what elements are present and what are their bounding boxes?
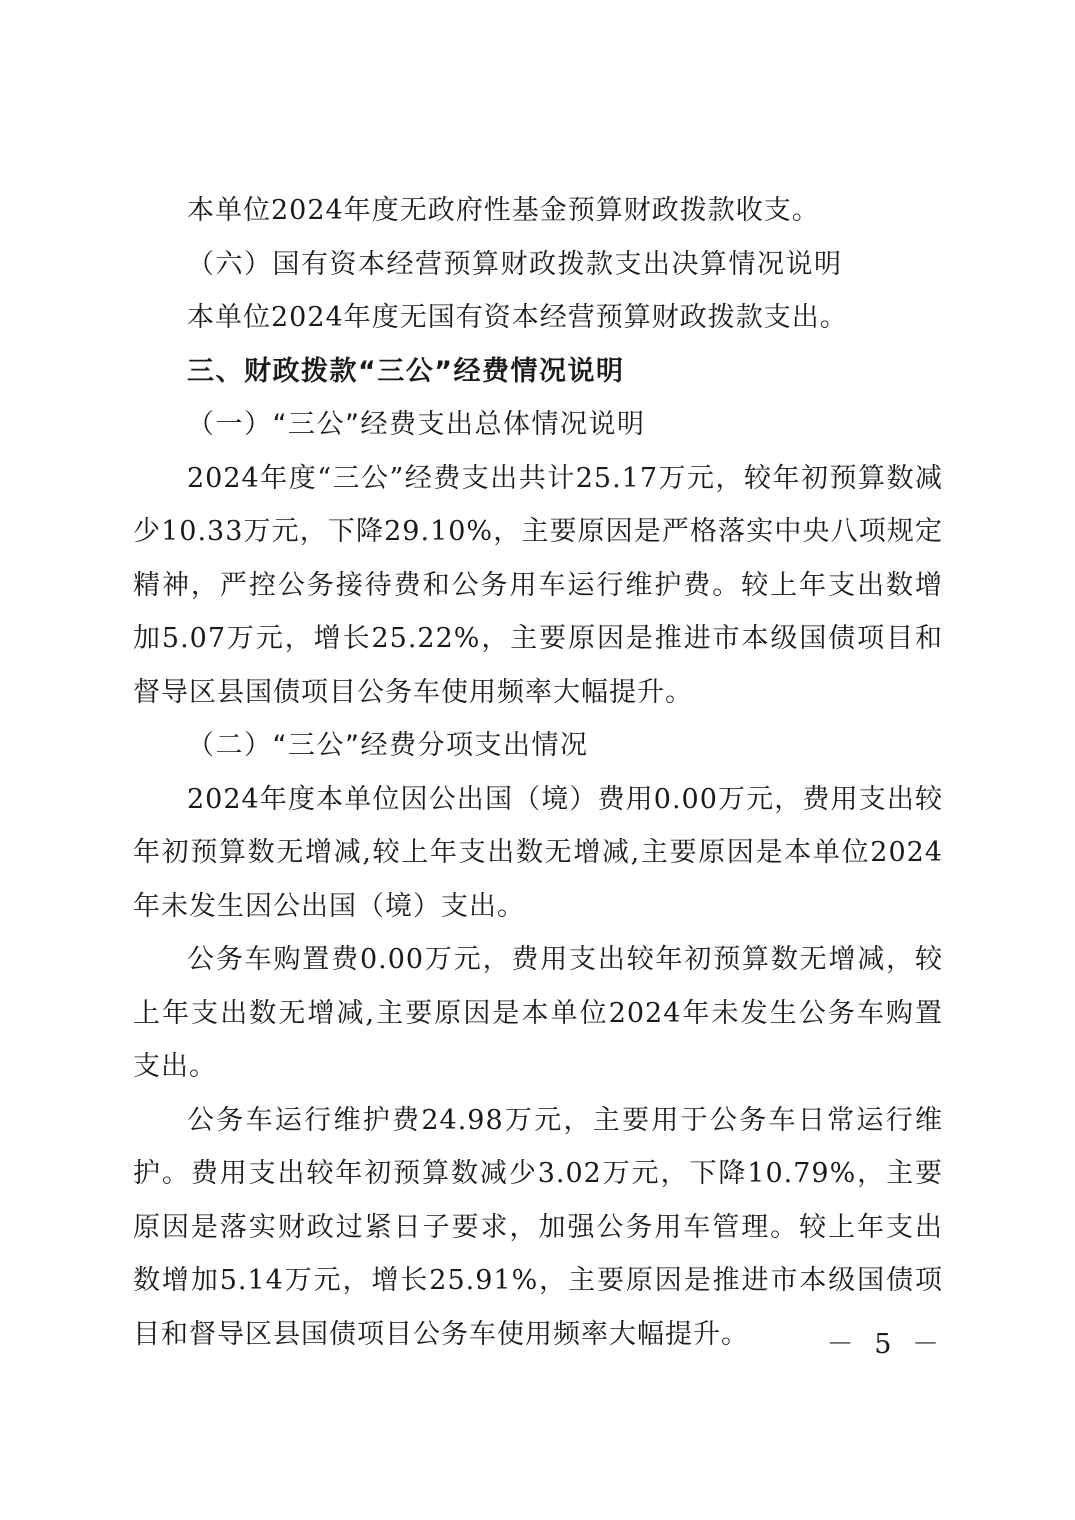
section-heading-three-public: 三、财政拨款“三公”经费情况说明 [187,355,625,387]
subheading-itemized: （二）“三公”经费分项支出情况 [187,730,589,761]
section-heading-state-capital: （六）国有资本经营预算财政拨款支出决算情况说明 [187,248,843,280]
paragraph-vehicle-purchase: 公务车购置费0.00万元，费用支出较年初预算数无增减，较上年支出数无增减,主要原因是本单位2024年未发生公务车购置支出。 [133,944,943,1082]
document-body [133,184,943,1361]
subheading-overall: （一）“三公”经费支出总体情况说明 [187,409,646,440]
paragraph-vehicle-maintenance: 公务车运行维护费24.98万元，主要用于公务车日常运行维护。费用支出较年初预算数减少3.02万元，下降10.79%，主要原因是落实财政过紧日子要求，加强公务用车管理。较上年支出数增加5.14万元，增长25.91%，主要原因是推进市本级国债项目和督导区县国债项目公务车使用频率大幅提升。 [133,1104,943,1350]
paragraph-gov-fund-summary: 本单位2024年度无政府性基金预算财政拨款收支。 [187,195,820,226]
paragraph-state-capital-summary: 本单位2024年度无国有资本经营预算财政拨款支出。 [187,302,848,333]
paragraph-overseas-travel: 2024年度本单位因公出国（境）费用0.00万元，费用支出较年初预算数无增减,较上年支出数无增减,主要原因是本单位2024年未发生因公出国（境）支出。 [133,783,943,922]
paragraph-overall-expenditure: 2024年度“三公”经费支出共计25.17万元，较年初预算数减少10.33万元，下降29.10%，主要原因是严格落实中央八项规定精神，严控公务接待费和公务用车运行维护费。较上年支出数增加5.07万元，增长25.22%，主要原因是推进市本级国债项目和督导区县国债项目公务车使用频率大幅提升。 [133,462,943,708]
page-number: － 5 － [826,1329,945,1360]
